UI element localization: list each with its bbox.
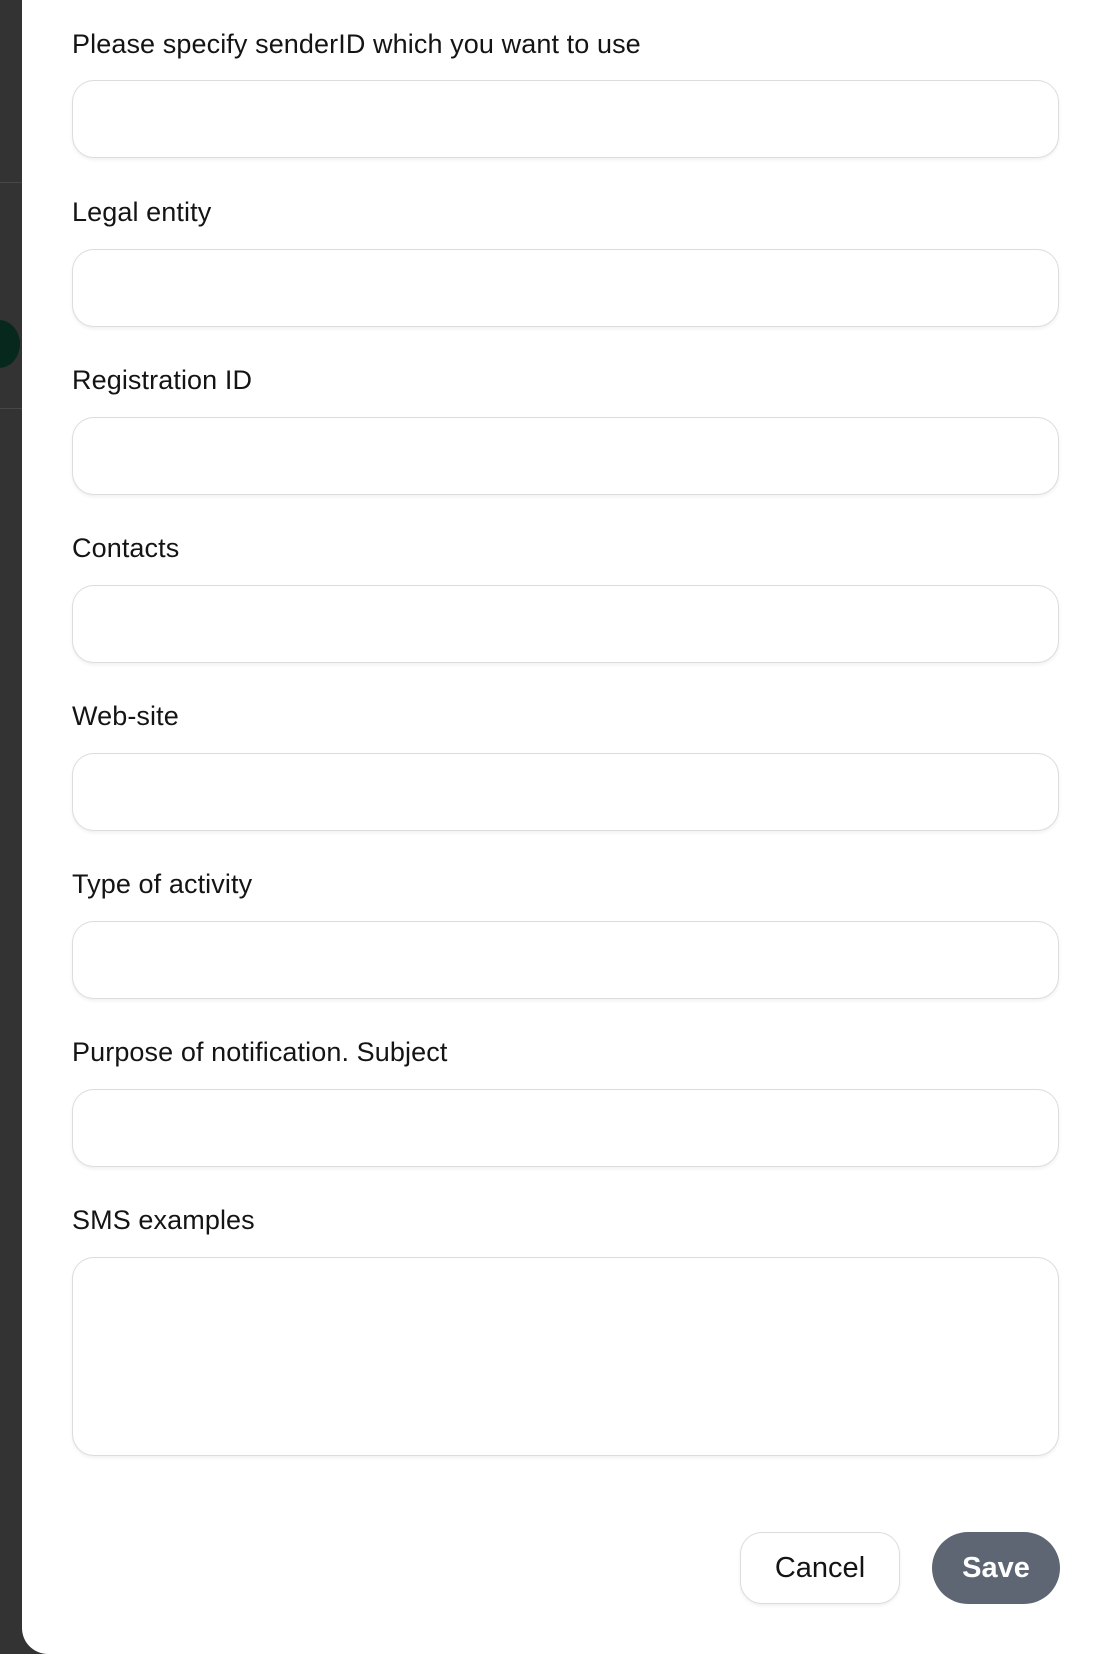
- purpose-input[interactable]: [72, 1089, 1059, 1167]
- backdrop-divider: [0, 182, 22, 183]
- type-of-activity-label: Type of activity: [72, 869, 253, 899]
- type-of-activity-input[interactable]: [72, 921, 1059, 999]
- senderid-label: Please specify senderID which you want to use: [72, 29, 641, 59]
- cancel-button[interactable]: Cancel: [740, 1532, 900, 1604]
- web-site-input[interactable]: [72, 753, 1059, 831]
- senderid-request-modal: [22, 0, 1110, 1654]
- sms-examples-label: SMS examples: [72, 1205, 255, 1235]
- sms-examples-textarea[interactable]: [72, 1257, 1059, 1456]
- registration-id-input[interactable]: [72, 417, 1059, 495]
- contacts-label: Contacts: [72, 533, 180, 563]
- senderid-input[interactable]: [72, 80, 1059, 158]
- legal-entity-label: Legal entity: [72, 197, 212, 227]
- contacts-input[interactable]: [72, 585, 1059, 663]
- purpose-label: Purpose of notification. Subject: [72, 1037, 448, 1067]
- legal-entity-input[interactable]: [72, 249, 1059, 327]
- save-button[interactable]: Save: [932, 1532, 1060, 1604]
- registration-id-label: Registration ID: [72, 365, 253, 395]
- backdrop-avatar: [0, 320, 20, 368]
- web-site-label: Web-site: [72, 701, 179, 731]
- backdrop-divider: [0, 408, 22, 409]
